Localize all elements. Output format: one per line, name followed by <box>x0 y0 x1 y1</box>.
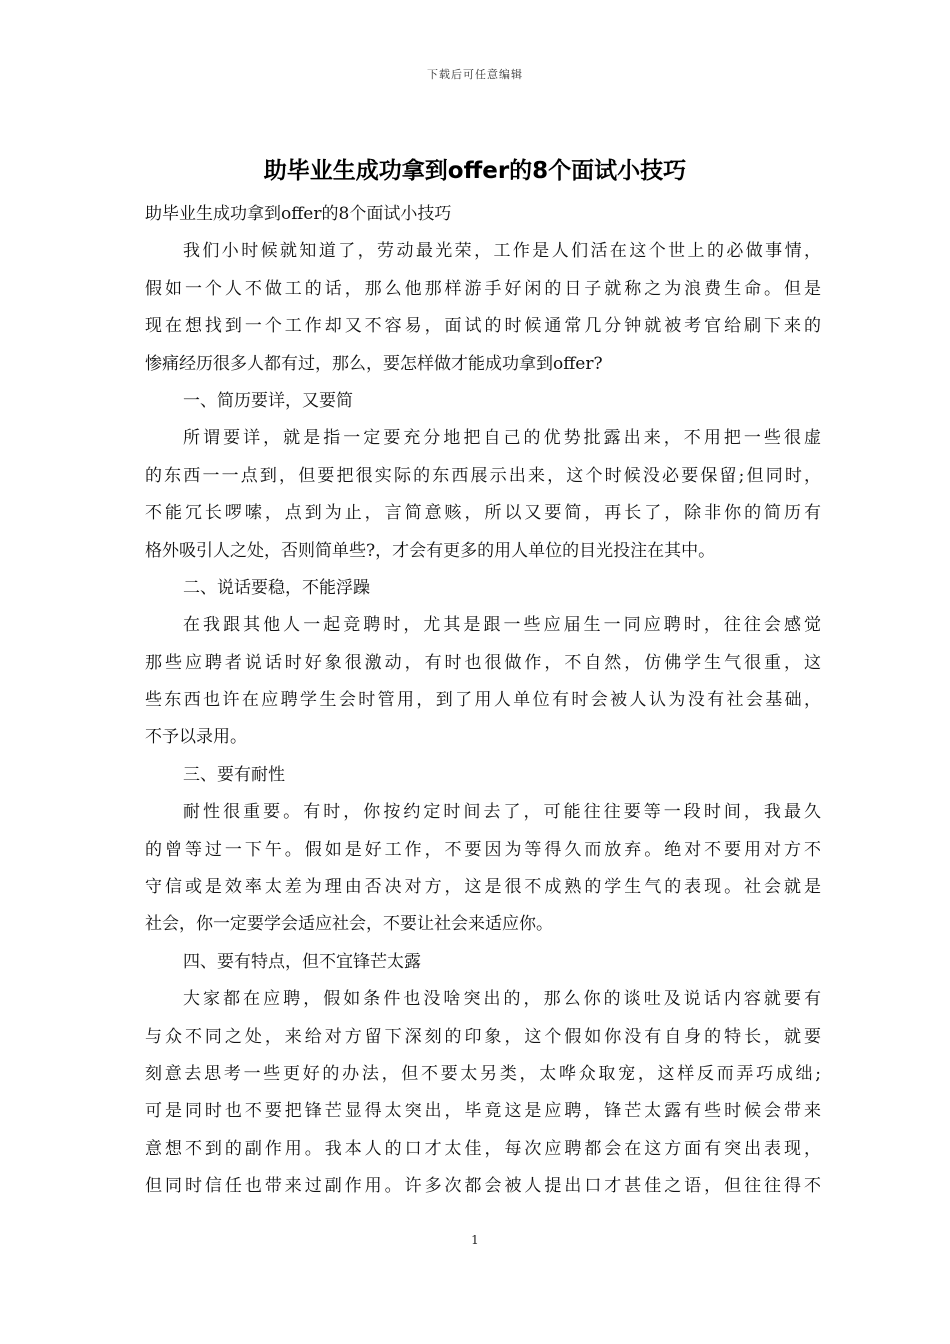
paragraph-line: 意想不到的副作用。我本人的口才太佳，每次应聘都会在这方面有突出表现， <box>145 1138 821 1159</box>
document-title: 助毕业生成功拿到offer的8个面试小技巧 <box>263 158 687 184</box>
paragraph-line: 格外吸引人之处，否则简单些?，才会有更多的用人单位的目光投注在其中。 <box>145 540 716 561</box>
paragraph-line: 可是同时也不要把锋芒显得太突出，毕竟这是应聘，锋芒太露有些时候会带来 <box>145 1101 821 1122</box>
paragraph-line: 现在想找到一个工作却又不容易，面试的时候通常几分钟就被考官给刷下来的 <box>145 316 821 337</box>
paragraph-line: 与众不同之处，来给对方留下深刻的印象，这个假如你没有自身的特长，就要 <box>145 1026 821 1047</box>
document-body <box>145 196 821 1206</box>
section-heading: 二、说话要稳，不能浮躁 <box>183 577 370 598</box>
paragraph-line: 不能冗长啰嗦，点到为止，言简意赅，所以又要简，再长了，除非你的简历有 <box>145 503 821 524</box>
paragraph-line: 守信或是效率太差为理由否决对方，这是很不成熟的学生气的表现。社会就是 <box>145 877 821 898</box>
document-subtitle: 助毕业生成功拿到offer的8个面试小技巧 <box>145 204 452 224</box>
paragraph-line: 那些应聘者说话时好象很激动，有时也很做作，不自然，仿佛学生气很重，这 <box>145 652 821 673</box>
paragraph-line: 刻意去思考一些更好的办法，但不要太另类，太哗众取宠，这样反而弄巧成绌; <box>145 1063 821 1084</box>
paragraph-line: 社会，你一定要学会适应社会，不要让社会来适应你。 <box>145 914 553 935</box>
paragraph-line: 耐性很重要。有时，你按约定时间去了，可能往往要等一段时间，我最久 <box>183 802 821 823</box>
paragraph-line: 但同时信任也带来过副作用。许多次都会被人提出口才甚佳之语，但往往得不 <box>145 1176 821 1197</box>
paragraph-line: 的曾等过一下午。假如是好工作，不要因为等得久而放弃。绝对不要用对方不 <box>145 839 821 860</box>
paragraph-line: 假如一个人不做工的话，那么他那样游手好闲的日子就称之为浪费生命。但是 <box>145 278 821 299</box>
section-heading: 三、要有耐性 <box>183 764 285 785</box>
section-heading: 四、要有特点，但不宜锋芒太露 <box>183 951 421 972</box>
paragraph-line: 不予以录用。 <box>145 727 247 748</box>
paragraph-line: 的东西一一点到，但要把很实际的东西展示出来，这个时候没必要保留;但同时， <box>145 465 821 486</box>
page-number: 1 <box>471 1233 479 1247</box>
paragraph-line: 在我跟其他人一起竞聘时，尤其是跟一些应届生一同应聘时，往往会感觉 <box>183 615 821 636</box>
paragraph-line: 惨痛经历很多人都有过，那么，要怎样做才能成功拿到offer? <box>145 353 603 374</box>
paragraph-line: 我们小时候就知道了，劳动最光荣，工作是人们活在这个世上的必做事情， <box>183 241 821 262</box>
paragraph-line: 所谓要详，就是指一定要充分地把自己的优势批露出来，不用把一些很虚 <box>183 428 821 449</box>
header-note: 下载后可任意编辑 <box>427 68 523 81</box>
paragraph-line: 些东西也许在应聘学生会时管用，到了用人单位有时会被人认为没有社会基础， <box>145 690 821 711</box>
section-heading: 一、简历要详，又要简 <box>183 390 353 411</box>
paragraph-line: 大家都在应聘，假如条件也没啥突出的，那么你的谈吐及说话内容就要有 <box>183 989 821 1010</box>
